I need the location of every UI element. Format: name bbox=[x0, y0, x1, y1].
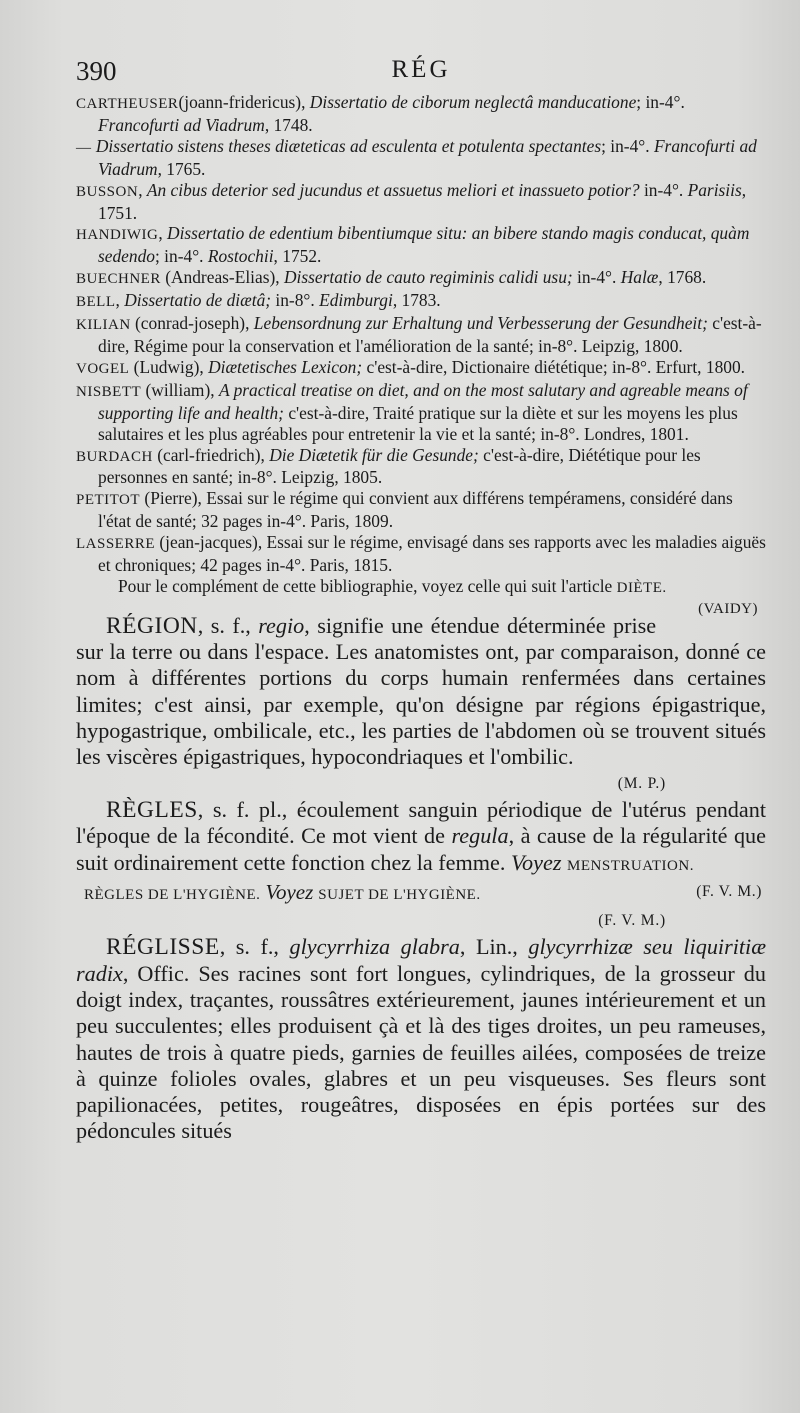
headword-regles-hygiene: RÈGLES DE L'HYGIÈNE. bbox=[84, 886, 261, 903]
bib-place: Francofurti ad Viadrum bbox=[98, 135, 757, 179]
bib-title: Diætetisches Lexicon; bbox=[208, 356, 363, 377]
bib-title: Dissertatio sistens theses diæteticas ad esculenta et potulenta spectantes bbox=[95, 135, 602, 156]
bib-year: , 1748. bbox=[264, 114, 313, 135]
bib-author: KILIAN bbox=[76, 317, 131, 334]
note-text: Pour le complément de cette bibliographie, voyez celle qui suit l'article bbox=[118, 575, 613, 596]
bib-year: , 1751. bbox=[98, 179, 747, 223]
bib-details: (Ludwig), bbox=[129, 356, 209, 377]
bibliography-entry bbox=[76, 445, 766, 489]
bib-format: in-8°. bbox=[271, 290, 320, 311]
bib-details: (jean-jacques), Essai sur le régime, envisagé dans ses rapports avec les maladies aiguës et chroniques; 42 pages in-4°. Paris, 1815. bbox=[98, 532, 766, 576]
bib-details: (joann-fridericus), bbox=[178, 92, 310, 112]
bib-title: Die Diætetik für die Gesunde; bbox=[269, 444, 479, 465]
bib-place: Rostochii bbox=[207, 246, 274, 267]
reglisse-latin: glycyrrhiza glabra bbox=[289, 934, 460, 960]
bib-details: (william), bbox=[141, 379, 219, 400]
bib-format: ; in-4°. bbox=[636, 92, 685, 112]
bib-format: ; in-4°. bbox=[155, 246, 208, 267]
bibliography-entry bbox=[76, 180, 766, 224]
bib-details: (carl-friedrich), bbox=[152, 444, 270, 465]
bibliography-entry bbox=[76, 136, 766, 180]
regles-hygiene-reference: SUJET DE L'HYGIÈNE. bbox=[318, 886, 481, 903]
headword-reglisse: RÉGLISSE bbox=[106, 934, 220, 961]
regles-text-2: , à cause de la régularité que suit ordinairement cette fonction chez la femme. bbox=[76, 823, 766, 875]
bib-details: (conrad-joseph), bbox=[130, 313, 254, 334]
bibliography-entry bbox=[76, 488, 766, 532]
article-reglisse bbox=[76, 934, 766, 1144]
headword-regles: RÈGLES bbox=[106, 796, 198, 823]
bibliography-entry bbox=[76, 267, 766, 290]
bib-author: NISBETT bbox=[76, 383, 142, 400]
bib-place: Francofurti ad Viadrum bbox=[98, 114, 265, 135]
bibliography bbox=[76, 92, 766, 576]
headword-region: RÉGION bbox=[106, 612, 198, 639]
bibliography-entry bbox=[76, 92, 766, 136]
reglisse-text: , Offic. Ses racines sont fort longues, cylindriques, de la grosseur du doigt index, traçantes, roussâtres extérieurement, jaunes intérieurement et un peu succulentes; elles produisent çà et là des tiges droites, un peu rameuses, hautes de trois à quatre pieds, garnies de feuilles ailées, composées de treize à quinze folioles ovales, glabres et un peu visqueuses. Ses fleurs sont papilionacées, petites, rougeâtres, disposées en épis portées sur des pédoncules situés bbox=[76, 960, 766, 1144]
bib-title: Dissertatio de ciborum neglectâ manducatione bbox=[309, 92, 637, 112]
bib-place: Edimburgi bbox=[319, 290, 393, 311]
bib-format: c'est-à-dire, Régime pour la conservation et l'amélioration de la santé; in-8°. Leipzig, 1800. bbox=[98, 313, 762, 356]
bib-details: , bbox=[115, 290, 125, 311]
bib-author: BELL bbox=[76, 294, 116, 311]
bib-format: c'est-à-dire, Diététique pour les personnes en santé; in-8°. Leipzig, 1805. bbox=[98, 444, 701, 488]
regles-hygiene-voyez: Voyez bbox=[265, 879, 314, 904]
bib-title: Dissertatio de edentium bibentiumque situ: an bibere stando magis conducat, quàm sedendo bbox=[98, 223, 750, 267]
dictionary-articles bbox=[76, 613, 766, 1145]
bib-format: c'est-à-dire, Dictionaire diététique; in-8°. Erfurt, 1800. bbox=[362, 356, 746, 377]
bibliography-entry bbox=[76, 313, 766, 357]
bib-format: in-4°. bbox=[639, 179, 688, 200]
bib-format: in-4°. bbox=[572, 267, 621, 288]
article-regles-hygiene bbox=[76, 879, 766, 908]
bibliography-entry bbox=[76, 357, 766, 380]
reglisse-latin-2: glycyrrhizæ seu liquiritiæ radix bbox=[76, 934, 766, 986]
bib-title: A practical treatise on diet, and on the most salutary and agreable means of supporting life and health; bbox=[98, 379, 748, 423]
bib-author: — bbox=[76, 139, 92, 156]
note-reference: DIÈTE. bbox=[616, 579, 667, 596]
bibliography-entry bbox=[76, 290, 766, 313]
bib-author: BUECHNER bbox=[76, 271, 161, 288]
bib-year: , 1783. bbox=[392, 290, 441, 311]
bib-details: , bbox=[158, 223, 168, 244]
regles-latin: regula bbox=[451, 823, 509, 849]
bib-title: Lebensordnung zur Erhaltung und Verbesserung der Gesundheit; bbox=[253, 313, 708, 334]
bib-title: An cibus deterior sed jucundus et assuetus meliori et inassueto potior? bbox=[146, 179, 640, 200]
bib-author: VOGEL bbox=[76, 360, 130, 377]
regles-voyez: Voyez bbox=[510, 849, 562, 875]
reglisse-mid: , Lin., bbox=[459, 934, 529, 960]
region-gram: , s. f., bbox=[197, 612, 259, 638]
region-signature: (M. P.) bbox=[617, 774, 666, 792]
bib-year: , 1768. bbox=[658, 267, 707, 288]
bib-author: BUSSON bbox=[76, 183, 139, 200]
regles-reference: MENSTRUATION. bbox=[567, 857, 694, 874]
bib-format: ; in-4°. bbox=[601, 135, 654, 156]
bib-format: c'est-à-dire, Traité pratique sur la diète et sur les moyens les plus salutaires et les plus agréables pour entretenir la vie et la santé; in-8°. Londres, 1801. bbox=[98, 402, 738, 444]
bib-place: Parisiis bbox=[687, 179, 742, 200]
running-head: RÉG bbox=[391, 56, 451, 83]
bib-details: (Pierre), Essai sur le régime qui convient aux différens tempéramens, considéré dans l'état de santé; 32 pages in-4°. Paris, 1809. bbox=[98, 488, 733, 532]
page-header bbox=[76, 52, 766, 92]
bibliography-entry bbox=[76, 532, 766, 576]
region-latin: regio bbox=[258, 612, 305, 638]
bib-title: Dissertatio de diætâ; bbox=[124, 290, 272, 311]
regles-text-1: , s. f. pl., écoulement sanguin périodique de l'utérus pendant l'époque de la fécondité. Ce mot vient de bbox=[76, 796, 766, 849]
bib-author: HANDIWIG bbox=[76, 227, 159, 244]
regles-hygiene-signature: (F. V. M.) bbox=[598, 912, 666, 930]
bib-author: LASSERRE bbox=[76, 536, 156, 553]
page-number: 390 bbox=[76, 56, 117, 86]
bib-title: Dissertatio de cauto regiminis calidi usu; bbox=[283, 267, 573, 288]
bib-place: Halæ bbox=[620, 267, 659, 288]
region-text: , signifie une étendue déterminée prise sur la terre ou dans l'espace. Les anatomistes ont, par comparaison, donné ce nom à différentes portions du corps humain renfermées dans certaines limites; c'est ainsi, par exemple, qu'on désigne par régions épigastrique, hypogastrique, ombilicale, etc., les parties de l'abdomen où se trouvent situés les viscères épigastriques, hypocondriaques et l'ombilic. bbox=[76, 612, 766, 770]
bib-year: , 1752. bbox=[273, 246, 322, 267]
reglisse-gram: , s. f., bbox=[219, 934, 290, 960]
article-region bbox=[76, 613, 766, 771]
note-signature: (VAIDY) bbox=[698, 600, 758, 617]
bib-author: PETITOT bbox=[76, 492, 141, 509]
bib-year: , 1765. bbox=[157, 158, 206, 179]
regles-signature: (F. V. M.) bbox=[696, 882, 762, 900]
bibliography-entry bbox=[76, 223, 766, 267]
bib-details: , bbox=[138, 179, 147, 200]
bibliography-note bbox=[76, 575, 766, 617]
bib-author: CARTHEUSER bbox=[76, 96, 179, 112]
bib-details: (Andreas-Elias), bbox=[160, 267, 284, 288]
bib-author: BURDACH bbox=[76, 448, 153, 465]
bibliography-entry bbox=[76, 380, 766, 445]
